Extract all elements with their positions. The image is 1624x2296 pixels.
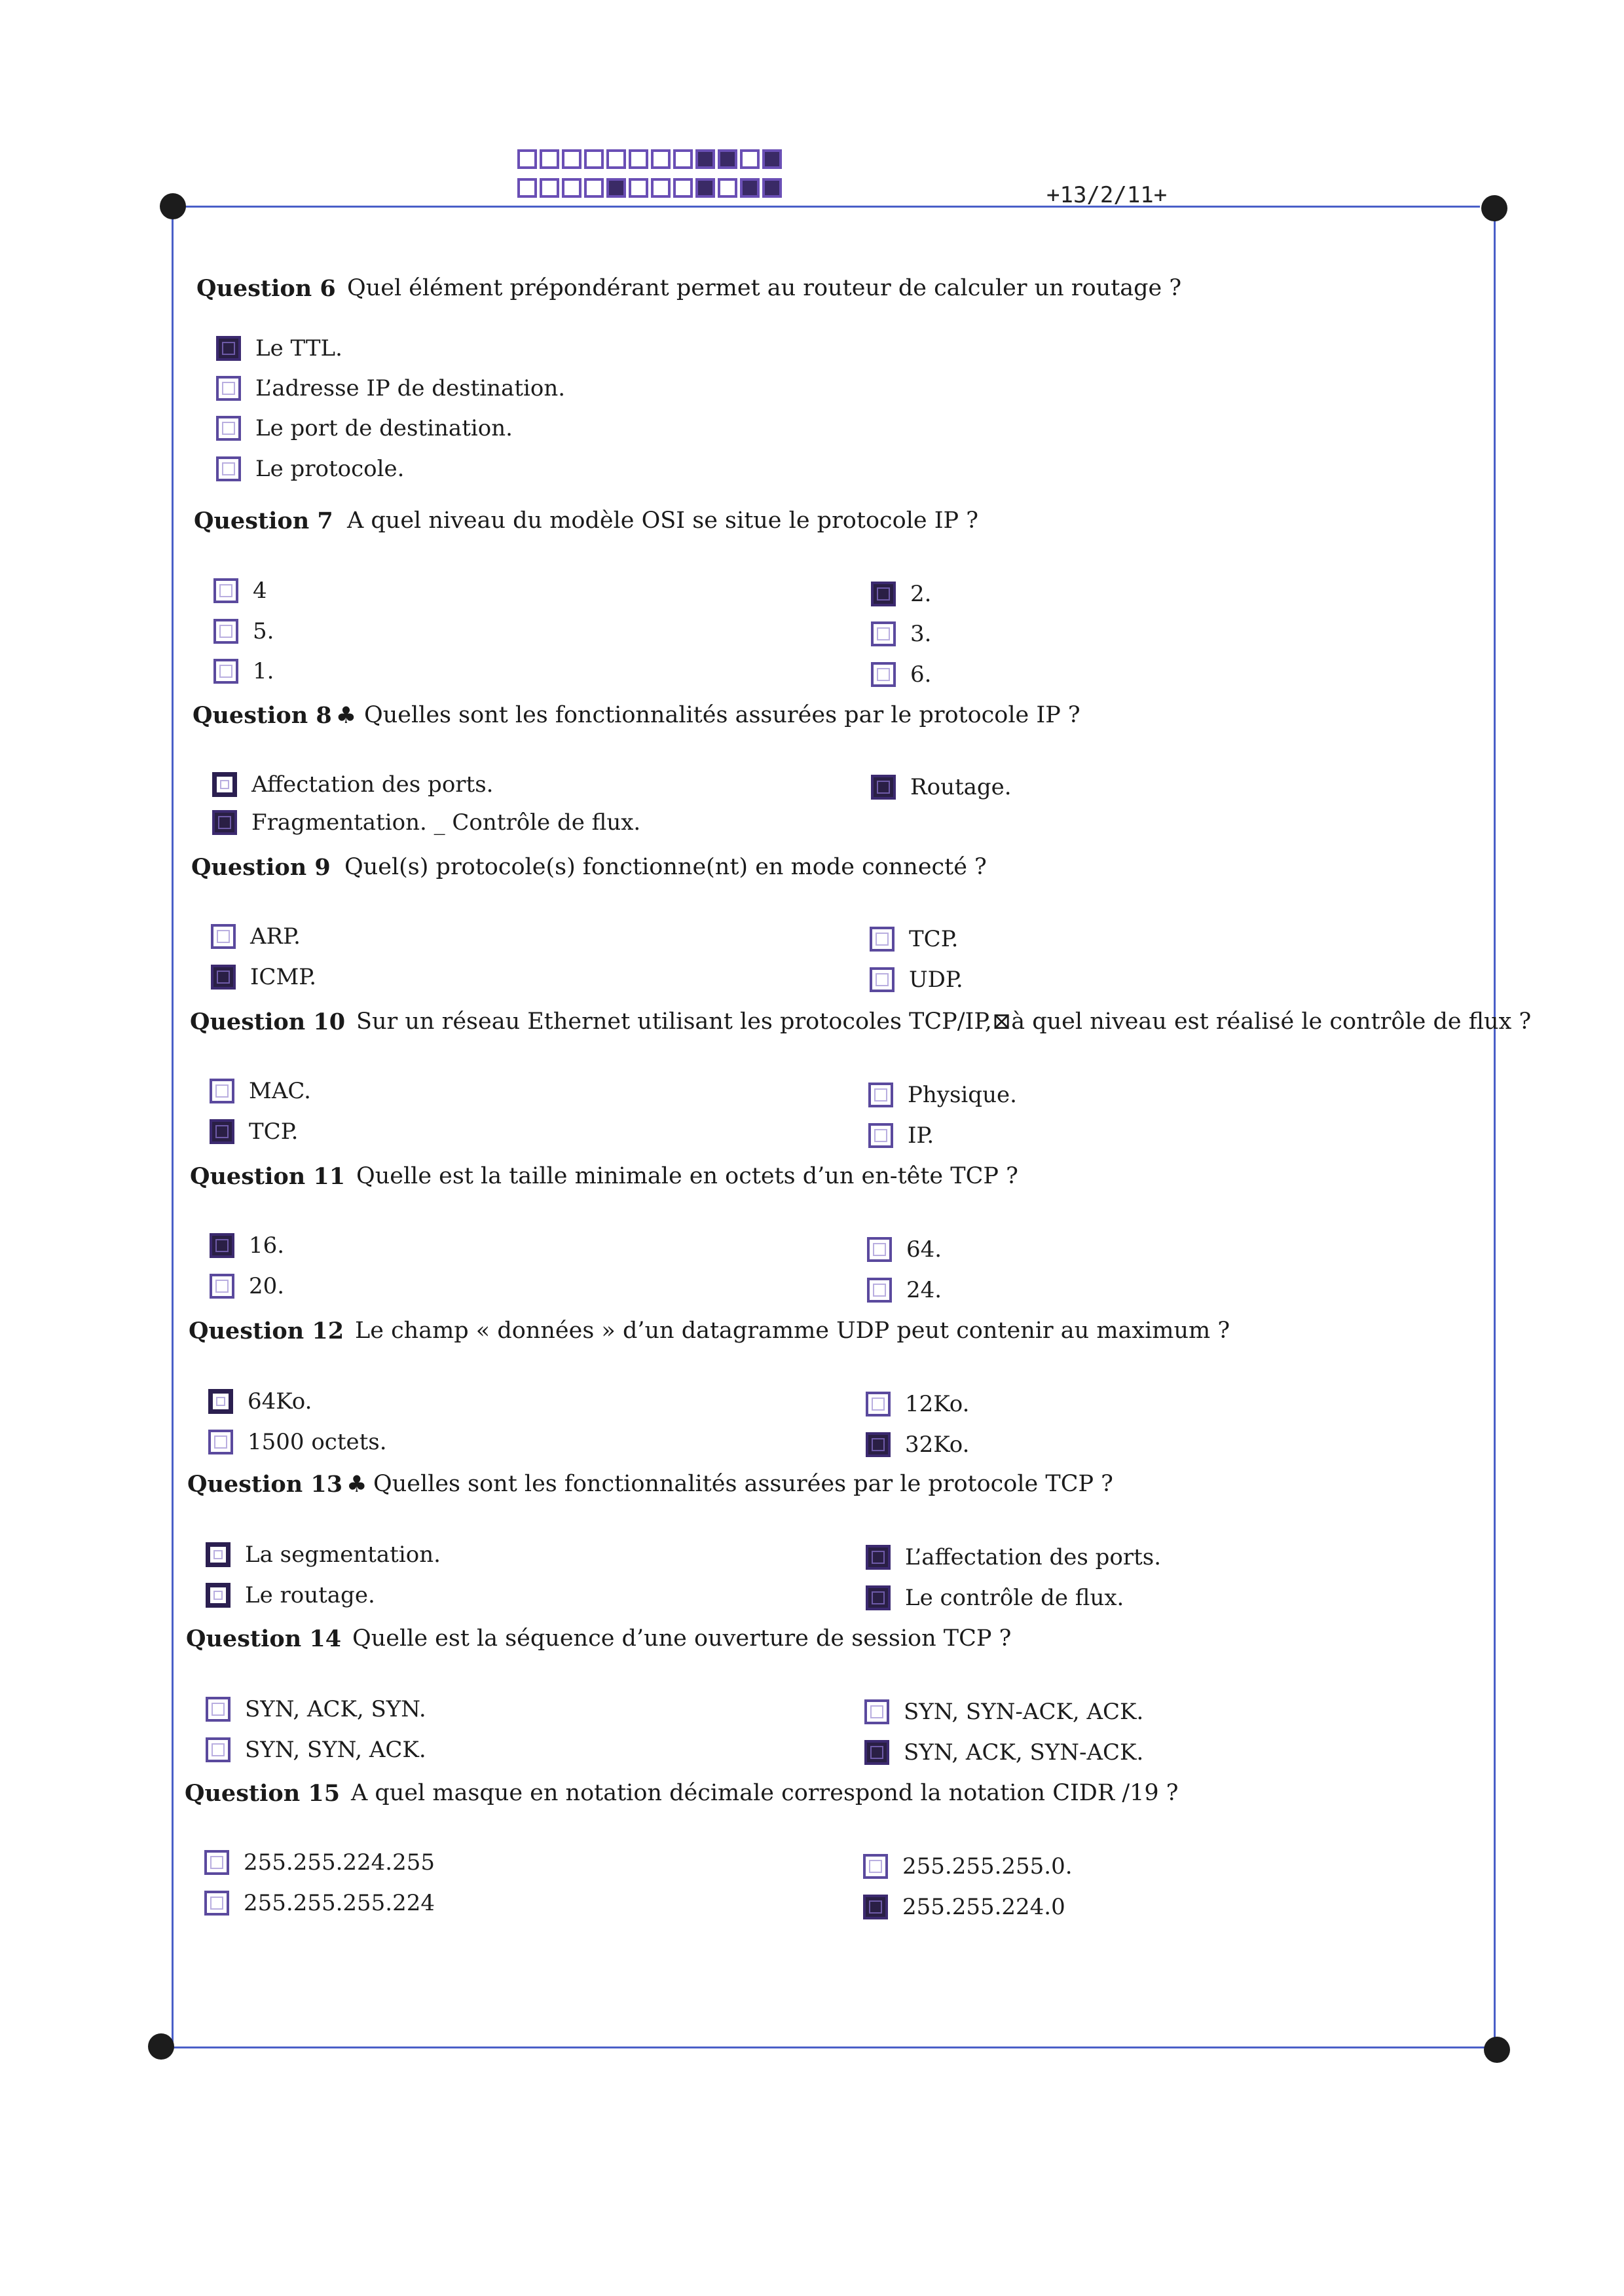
corner-mark-bottom-left: [148, 2033, 174, 2060]
answer-label: 5.: [253, 618, 274, 644]
question-label: Question 12: [189, 1318, 344, 1344]
answer-option[interactable]: [871, 660, 931, 689]
question-header: [191, 854, 987, 881]
checkbox-empty[interactable]: [213, 619, 238, 644]
checkbox-empty[interactable]: [216, 376, 241, 401]
answer-label: 2.: [910, 581, 932, 607]
answer-option[interactable]: [204, 1848, 435, 1877]
code-cell: [584, 149, 604, 169]
code-cell: [740, 178, 760, 198]
answer-option[interactable]: [211, 922, 301, 951]
answer-label: SYN, ACK, SYN.: [245, 1696, 426, 1722]
question-label: Question 13: [187, 1471, 343, 1498]
checkbox-empty[interactable]: [204, 1891, 229, 1916]
answer-option[interactable]: [216, 334, 342, 363]
answer-option[interactable]: [866, 1543, 1161, 1572]
frame-top: [172, 206, 1480, 208]
answer-option[interactable]: [213, 617, 274, 646]
question-header: [190, 1163, 1018, 1190]
answer-option[interactable]: [213, 576, 267, 605]
checkbox-empty[interactable]: [210, 1079, 234, 1103]
code-cell: [651, 178, 671, 198]
answer-label: 32Ko.: [905, 1432, 970, 1458]
question-label: Question 11: [190, 1163, 346, 1190]
question-header: [190, 1009, 1532, 1035]
code-cell: [651, 149, 671, 169]
code-cell: [629, 149, 648, 169]
multiple-answer-club-icon: ♣: [335, 702, 357, 729]
answer-option[interactable]: [208, 1387, 312, 1416]
frame-right: [1494, 206, 1496, 2047]
checkbox-filled[interactable]: [210, 1119, 234, 1144]
answer-label: Routage.: [910, 774, 1012, 800]
answer-option[interactable]: [212, 770, 493, 799]
answer-label: TCP.: [909, 926, 959, 952]
answer-label: Le TTL.: [255, 335, 342, 361]
code-cell: [718, 178, 737, 198]
checkbox-filled[interactable]: [866, 1585, 891, 1610]
answer-option[interactable]: [216, 374, 565, 403]
answer-label: 255.255.224.255: [244, 1849, 435, 1876]
checkbox-empty[interactable]: [868, 1123, 893, 1148]
answer-label: MAC.: [249, 1078, 311, 1104]
checkbox-filled[interactable]: [866, 1545, 891, 1570]
answer-label: 6.: [910, 661, 932, 688]
question-text: Quel(s) protocole(s) fonctionne(nt) en mode connecté ?: [344, 854, 987, 880]
answer-option[interactable]: [206, 1540, 441, 1569]
checkbox-empty[interactable]: [206, 1737, 231, 1762]
question-header: [186, 1625, 1012, 1652]
checkbox-empty[interactable]: [213, 659, 238, 684]
answer-label: 255.255.255.0.: [902, 1853, 1073, 1879]
checkbox-filled[interactable]: [871, 582, 896, 606]
checkbox-empty[interactable]: [210, 1274, 234, 1299]
checkbox-empty[interactable]: [866, 1392, 891, 1416]
answer-label: L’affectation des ports.: [905, 1544, 1162, 1570]
answer-option[interactable]: [866, 1390, 969, 1418]
checkbox-empty[interactable]: [216, 416, 241, 441]
answer-option[interactable]: [206, 1735, 426, 1764]
answer-option[interactable]: [216, 414, 513, 443]
checkbox-filled[interactable]: [866, 1432, 891, 1457]
answer-option[interactable]: [870, 925, 959, 954]
answer-option[interactable]: [213, 657, 274, 686]
answer-option[interactable]: [867, 1276, 942, 1305]
checkbox-empty[interactable]: [868, 1083, 893, 1107]
code-cell: [762, 149, 782, 169]
answer-option[interactable]: [210, 1077, 311, 1105]
answer-option[interactable]: [216, 454, 404, 483]
checkbox-empty[interactable]: [208, 1389, 233, 1414]
checkbox-empty[interactable]: [213, 578, 238, 603]
answer-label: La segmentation.: [245, 1542, 441, 1568]
checkbox-empty[interactable]: [871, 621, 896, 646]
checkbox-empty[interactable]: [206, 1583, 231, 1608]
code-cell: [606, 178, 626, 198]
answer-label: 20.: [249, 1273, 285, 1299]
answer-option[interactable]: [210, 1117, 299, 1146]
code-cell: [762, 178, 782, 198]
answer-label: IP.: [908, 1122, 934, 1149]
question-label: Question 7: [194, 508, 333, 534]
answer-label: UDP.: [909, 967, 963, 993]
answer-option[interactable]: [863, 1893, 1065, 1921]
checkbox-filled[interactable]: [863, 1895, 888, 1919]
answer-label: ARP.: [250, 923, 301, 950]
answer-label: 64.: [906, 1236, 942, 1263]
answer-option[interactable]: [210, 1272, 284, 1301]
code-cell: [740, 149, 760, 169]
answer-label: Le routage.: [245, 1582, 375, 1608]
answer-label: L’adresse IP de destination.: [255, 375, 566, 401]
code-cell: [673, 178, 693, 198]
answer-option[interactable]: [867, 1235, 942, 1264]
answer-label: 3.: [910, 621, 932, 647]
checkbox-empty[interactable]: [204, 1850, 229, 1875]
checkbox-empty[interactable]: [211, 924, 236, 949]
checkbox-filled[interactable]: [871, 775, 896, 800]
code-cell: [584, 178, 604, 198]
checkbox-filled[interactable]: [212, 810, 237, 835]
checkbox-empty[interactable]: [212, 772, 237, 797]
checkbox-empty[interactable]: [867, 1278, 892, 1303]
question-header: [194, 508, 978, 534]
answer-label: 4: [253, 578, 267, 604]
answer-option[interactable]: [206, 1581, 375, 1610]
answer-option[interactable]: [866, 1583, 1124, 1612]
answer-option[interactable]: [210, 1231, 284, 1260]
answer-label: Le contrôle de flux.: [905, 1585, 1124, 1611]
code-cell: [606, 149, 626, 169]
answer-label: SYN, SYN, ACK.: [245, 1737, 426, 1763]
code-cell: [718, 149, 737, 169]
question-label: Question 6: [196, 275, 336, 302]
code-cell: [562, 149, 581, 169]
answer-label: Affectation des ports.: [251, 771, 494, 798]
code-cell: [517, 149, 537, 169]
question-header: [193, 702, 1080, 729]
code-cell: [695, 178, 715, 198]
question-label: Question 15: [185, 1780, 341, 1807]
question-text: Quelles sont les fonctionnalités assurées par le protocole TCP ?: [373, 1471, 1113, 1497]
code-cell: [562, 178, 581, 198]
frame-left: [172, 206, 174, 2047]
checkbox-empty[interactable]: [206, 1542, 231, 1567]
checkbox-empty[interactable]: [871, 662, 896, 687]
frame-bottom: [160, 2046, 1496, 2048]
checkbox-filled[interactable]: [211, 965, 236, 990]
checkbox-empty[interactable]: [863, 1854, 888, 1879]
answer-option[interactable]: [868, 1121, 934, 1150]
code-cell: [517, 178, 537, 198]
answer-option[interactable]: [211, 963, 316, 991]
answer-option[interactable]: [212, 808, 640, 837]
question-text: Sur un réseau Ethernet utilisant les protocoles TCP/IP,⊠à quel niveau est réalisé le contrôle de flux ?: [356, 1009, 1532, 1035]
answer-option[interactable]: [870, 965, 963, 994]
answer-label: TCP.: [249, 1119, 299, 1145]
checkbox-empty[interactable]: [208, 1430, 233, 1454]
answer-option[interactable]: [868, 1081, 1017, 1109]
answer-label: 255.255.255.224: [244, 1890, 435, 1916]
answer-option[interactable]: [208, 1428, 387, 1456]
question-header: [185, 1780, 1179, 1807]
question-text: Quelle est la séquence d’une ouverture de session TCP ?: [352, 1625, 1012, 1652]
checkbox-empty[interactable]: [216, 456, 241, 481]
question-header: [189, 1318, 1230, 1344]
checkbox-empty[interactable]: [864, 1699, 889, 1724]
question-header: [187, 1471, 1113, 1498]
answer-label: 1500 octets.: [248, 1429, 387, 1455]
page-id: +13/2/11+: [1046, 182, 1168, 208]
answer-label: Le port de destination.: [255, 415, 513, 441]
answer-option[interactable]: [863, 1852, 1073, 1881]
answer-label: 16.: [249, 1232, 285, 1259]
answer-option[interactable]: [864, 1697, 1143, 1726]
answer-label: 24.: [906, 1277, 942, 1303]
question-text: Quelle est la taille minimale en octets d’un en-tête TCP ?: [356, 1163, 1018, 1189]
answer-option[interactable]: [871, 773, 1012, 802]
multiple-answer-club-icon: ♣: [346, 1471, 367, 1498]
code-cell: [629, 178, 648, 198]
answer-option[interactable]: [206, 1695, 426, 1724]
answer-option[interactable]: [864, 1738, 1143, 1767]
corner-mark-top-right: [1481, 195, 1507, 221]
answer-label: Fragmentation. _ Contrôle de flux.: [251, 809, 641, 836]
answer-label: 64Ko.: [248, 1388, 312, 1415]
answer-option[interactable]: [871, 620, 931, 648]
checkbox-empty[interactable]: [870, 927, 895, 952]
code-cell: [673, 149, 693, 169]
page-code-row-2: [517, 178, 782, 198]
answer-label: 12Ko.: [905, 1391, 970, 1417]
answer-option[interactable]: [871, 580, 931, 608]
checkbox-empty[interactable]: [206, 1697, 231, 1722]
answer-label: Physique.: [908, 1082, 1017, 1108]
answer-option[interactable]: [866, 1430, 969, 1459]
answer-label: 255.255.224.0: [902, 1894, 1065, 1920]
question-label: Question 8: [193, 702, 332, 729]
checkbox-filled[interactable]: [216, 336, 241, 361]
question-header: [196, 275, 1182, 302]
question-label: Question 10: [190, 1009, 346, 1035]
corner-mark-top-left: [160, 193, 186, 219]
checkbox-filled[interactable]: [210, 1233, 234, 1258]
answer-option[interactable]: [204, 1889, 435, 1917]
question-text: A quel niveau du modèle OSI se situe le protocole IP ?: [347, 508, 978, 534]
checkbox-empty[interactable]: [870, 967, 895, 992]
question-label: Question 14: [186, 1625, 342, 1652]
checkbox-empty[interactable]: [867, 1237, 892, 1262]
code-cell: [540, 178, 559, 198]
corner-mark-bottom-right: [1484, 2037, 1510, 2063]
answer-label: ICMP.: [250, 964, 317, 990]
question-text: Le champ « données » d’un datagramme UDP peut contenir au maximum ?: [355, 1318, 1230, 1344]
answer-label: Le protocole.: [255, 456, 405, 482]
page-code-row-1: [517, 149, 782, 169]
question-label: Question 9: [191, 854, 331, 881]
checkbox-filled[interactable]: [864, 1740, 889, 1765]
question-text: Quel élément prépondérant permet au routeur de calculer un routage ?: [347, 275, 1182, 301]
code-cell: [540, 149, 559, 169]
answer-label: 1.: [253, 658, 274, 684]
question-text: A quel masque en notation décimale correspond la notation CIDR /19 ?: [351, 1780, 1179, 1806]
question-text: Quelles sont les fonctionnalités assurées par le protocole IP ?: [364, 702, 1080, 728]
code-cell: [695, 149, 715, 169]
answer-label: SYN, ACK, SYN-ACK.: [904, 1739, 1144, 1766]
answer-label: SYN, SYN-ACK, ACK.: [904, 1699, 1144, 1725]
